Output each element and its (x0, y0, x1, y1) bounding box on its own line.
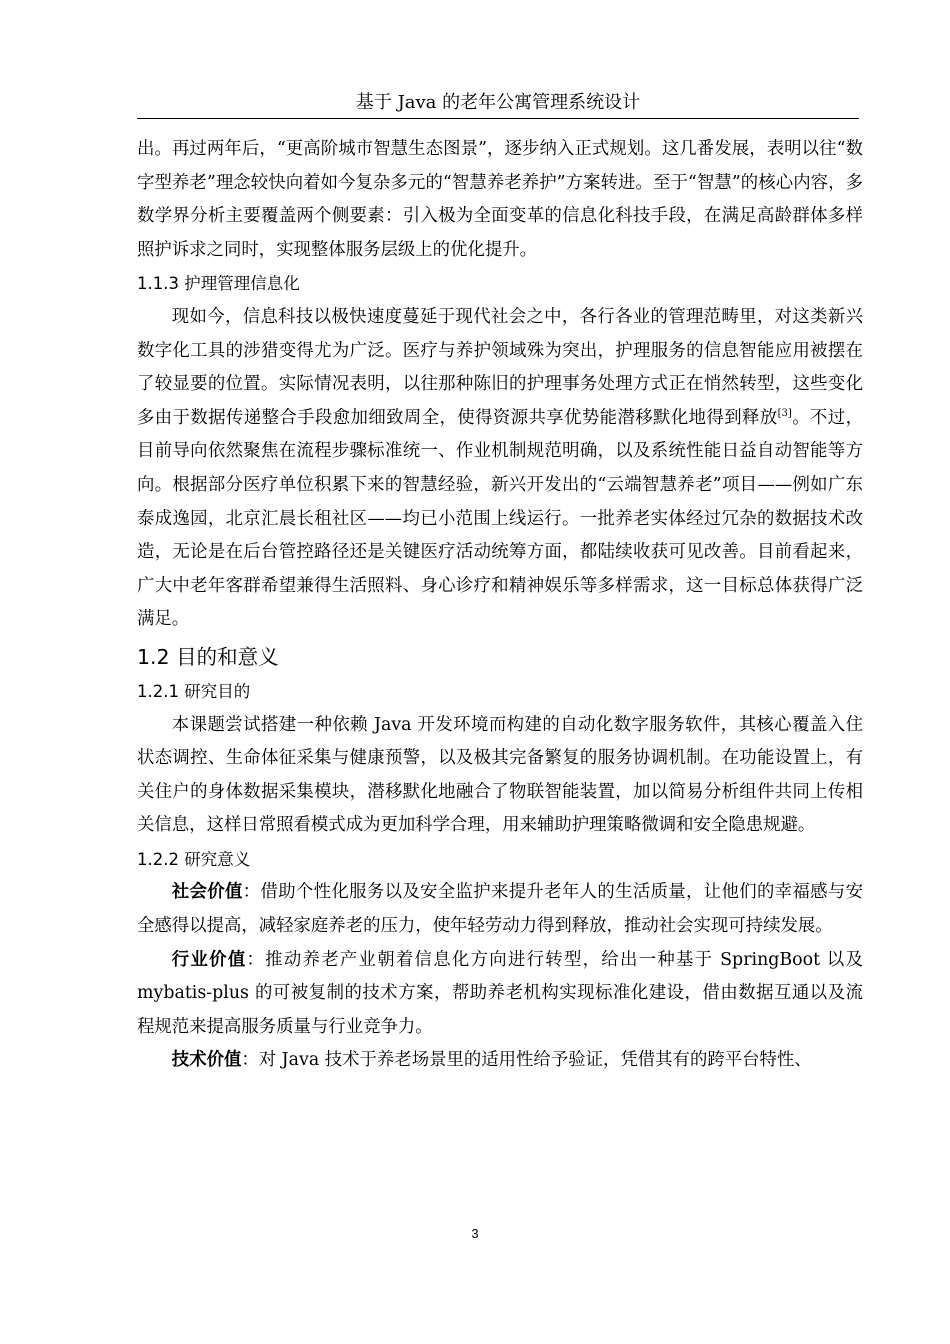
paragraph-text: 。不过，目前导向依然聚焦在流程步骤标准统一、作业机制规范明确，以及系统性能日益自动智能等方向。根据部分医疗单位积累下来的智慧经验，新兴开发出的“云端智慧养老”项目——例如广东泰成逸园，北京汇晨长租社区——均已小范围上线运行。一批养老实体经过冗杂的数据技术改造，无论是在后台管控路径还是关键医疗活动统筹方面，都陆续收获可见改善。目前看起来，广大中老年客群希望兼得生活照料、身心诊疗和精神娱乐等多样需求，这一目标总体获得广泛满足。 (137, 407, 863, 630)
paragraph-text: ：借助个性化服务以及安全监护来提升老年人的生活质量，让他们的幸福感与安全感得以提高，减轻家庭养老的压力，使年轻劳动力得到释放，推动社会实现可持续发展。 (137, 882, 863, 937)
paragraph-technical-value (137, 1044, 863, 1078)
section-heading-1-2: 1.2 目的和意义 (137, 644, 279, 669)
paragraph-industry-value (137, 944, 863, 1045)
paragraph-social-value (137, 876, 863, 943)
paragraph-research-purpose: 本课题尝试搭建一种依赖 Java 开发环境而构建的自动化数字服务软件，其核心覆盖入住状态调控、生命体征采集与健康预警，以及极其完备繁复的服务协调机制。在功能设置上，有关住户的身体数据采集模块，潜移默化地融合了物联智能装置，加以简易分析组件共同上传相关信息，这样日常照看模式成为更加科学合理，用来辅助护理策略微调和安全隐患规避。 (137, 714, 863, 836)
paragraph-text: ：推动养老产业朝着信息化方向进行转型，给出一种基于 SpringBoot 以及 mybatis-plus 的可被复制的技术方案，帮助养老机构实现标准化建设，借由数据互通以及流程规范来提高服务质量与行业竞争力。 (137, 949, 863, 1037)
page-body (137, 133, 863, 1078)
lead-term-technical-value: 技术价值 (171, 1050, 242, 1071)
paragraph-text: 现如今，信息科技以极快速度蔓延于现代社会之中，各行各业的管理范畴里，对这类新兴数字化工具的涉猎变得尤为广泛。医疗与养护领域殊为突出，护理服务的信息智能应用被摆在了较显要的位置。实际情况表明，以往那种陈旧的护理事务处理方式正在悄然转型，这些变化多由于数据传递整合手段愈加细致周全，使得资源共享优势能潜移默化地得到释放 (137, 306, 863, 428)
section-heading-1-1-3: 1.1.3 护理管理信息化 (137, 274, 300, 294)
paragraph-continuation: 出。再过两年后，“更高阶城市智慧生态图景”，逐步纳入正式规划。这几番发展，表明以往“数字型养老”理念较快向着如今复杂多元的“智慧养老养护”方案转进。至于“智慧”的核心内容，多数学界分析主要覆盖两个侧要素：引入极为全面变革的信息化科技手段，在满足高龄群体多样照护诉求之同时，实现整体服务层级上的优化提升。 (137, 139, 863, 260)
page-number: 3 (471, 1226, 479, 1241)
citation-ref: [3] (777, 407, 792, 419)
paragraph-text: ：对 Java 技术于养老场景里的适用性给予验证，凭借其有的跨平台特性、 (241, 1050, 812, 1071)
running-header: 基于 Java 的老年公寓管理系统设计 (355, 92, 641, 113)
header-rule (137, 118, 859, 119)
section-heading-1-2-2: 1.2.2 研究意义 (137, 849, 251, 869)
paragraph-nursing-informatization (137, 301, 863, 637)
lead-term-industry-value: 行业价值 (171, 949, 247, 970)
lead-term-social-value: 社会价值 (171, 882, 243, 903)
section-heading-1-2-1: 1.2.1 研究目的 (137, 681, 251, 701)
